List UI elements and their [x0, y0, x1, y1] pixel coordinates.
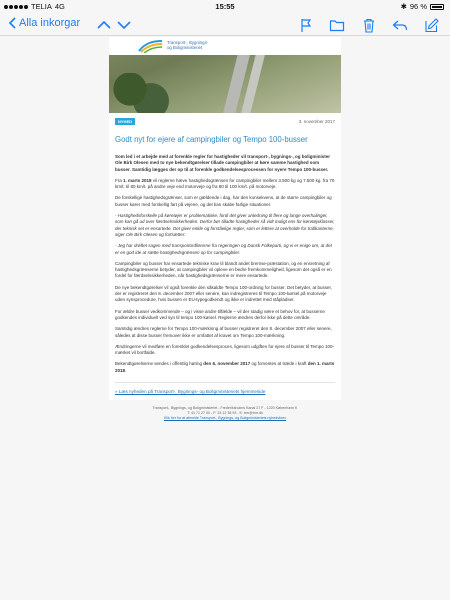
article-paragraph: Fra 1. marts 2018 vil reglerne hæve hastighedsgrænsen for campingbiler mellem 3.500 kg og 7.500 kg. fra 70 km/t. til 80 km/t. på andre veje end motorveje og fra 80 til 100 km/t. på motorveje. — [115, 177, 335, 190]
unsubscribe-link[interactable]: Klik her for at afmelde Transport-, Bygnings- og Boligministeriets nyhedsbrev — [163, 416, 287, 421]
ministry-logo-icon — [137, 39, 163, 53]
article-paragraph: Bekendtgørelserne sendes i offentlig høring den 6. november 2017 og forventes at træde i kraft den 1. marts 2018. — [115, 361, 335, 373]
flag-icon — [298, 17, 314, 33]
article-paragraph: De nye bekendtgørelser vil også forenkle den såkaldte Tempo 100-ordning for busser. Det betyder, at busser, der er registreret den 8. december 2007 eller senere, kan indregistreres til Tempo 100-kørsel på motorveje uden synsprocedure, hvis bussen er EU-typegodkendt og ikke er indrettet med ståpladser. — [115, 284, 333, 303]
newsletter-footer — [109, 400, 341, 429]
mail-toolbar — [0, 14, 450, 36]
delete-button[interactable] — [361, 17, 377, 33]
previous-message-button[interactable] — [96, 17, 112, 33]
article-lead: Som led i et arbejde med at forenkle regler for hastigheder vil transport-, bygnings-, og boligminister Ole Birk Olesen med to nye bekendtgørelser tillade campingbiler at køre samme hastighed som busser. Samtidig lægges der op til at forenkle godkendelsesprocessen for nyere Tempo 100-busser. — [115, 154, 331, 172]
article-meta — [109, 113, 341, 125]
back-label: Alla inkorgar — [19, 17, 81, 29]
chevron-down-icon — [116, 17, 132, 33]
newsletter-body — [109, 37, 341, 429]
move-to-folder-button[interactable] — [329, 17, 345, 33]
header-logo-bar — [109, 37, 341, 55]
article-paragraph: Ændringerne vil medføre en forenklet godkendelsesproces, ligesom udgiften for ejere af busser til Tempo 100-mærket vil bortfalde. — [115, 343, 335, 356]
status-time: 15:55 — [215, 2, 235, 11]
status-right — [401, 2, 444, 11]
ministry-logo-text: Transport-, Bygnings- og Boligministeriet — [167, 40, 209, 50]
minister-quote: - Hastighedsforskelle på køretøjer er problematiske, fordi det giver anledning til flere og lange overhalinger, som kan gå ud over færdselssikkerheden. Derfor bør tilladte hastigheder så vidt muligt ens for køretøjsklasser, der teknisk set er ensartede. Det giver enkle og forståelige regler, som er lettere at overholde for trafikanterne, siger Ole Birk Olesen og fortsætter: — [115, 213, 335, 237]
trash-icon — [361, 17, 377, 33]
network-label: 4G — [54, 2, 65, 11]
read-on-website-link[interactable]: » Læs nyheden på Transport-, Bygnings- og Boligministeriets hjemmeside — [115, 389, 266, 395]
chevron-left-icon — [8, 17, 16, 29]
battery-icon — [430, 4, 444, 10]
article-date: 3. november 2017 — [298, 119, 335, 124]
article-paragraph: De forskellige hastighedsgrænser, som er gældende i dag, har den konsekvens, at de større campingbiler og busser kører med forskellig fart på vejene, og det kan skabe farlige situationer. — [115, 195, 332, 207]
reply-button[interactable] — [392, 17, 408, 33]
battery-percent: 96 % — [409, 2, 427, 11]
minister-quote: - Jeg har drøftet sagen med transportordførerne fra regeringen og Dansk Folkeparti, og vi er enige om, at det er en god ide at sætte hastighedsgrænsen op for campingbiler. — [115, 243, 332, 255]
compose-icon — [424, 17, 440, 33]
article-paragraph: For ældre busser vedkommende – og i visse andre tilfælde – vil der stadig være et behov for, at busserne godkendes individuelt ved syn til tempo 100-kørsel. Reglerne ændres derfor ikke på dette område. — [115, 308, 325, 320]
article-paragraph: Campingbiler og busser har ensartede tekniske krav til blandt andet bremse-præstation, og en ensretning af hastighedsgrænserne betyder, at campingbiler vil opleve en bedre fremkommelighed, ligesom det også er en fordel for færdselssikkerheden, når hastighedsgrænserne er mere ensartede. — [115, 260, 332, 279]
status-bar — [0, 0, 450, 14]
back-to-inboxes-button[interactable] — [8, 17, 80, 29]
chevron-up-icon — [96, 17, 112, 33]
reply-icon — [392, 17, 408, 33]
footer-contact: T: 41 71 27 00 - F: 33 12 38 93 - E: trm@trm.dk — [187, 411, 263, 416]
article-paragraph: Samtidig ændres reglerne for Tempo 100-mærkning af busser registreret den 8. december 2007 eller senere, således at disse busser fremover ikke er omfattet af kravet om Tempo 100-mærkning. — [115, 326, 332, 338]
flag-button[interactable] — [298, 17, 314, 33]
next-message-button[interactable] — [116, 17, 132, 33]
folder-icon — [329, 17, 345, 33]
message-view[interactable] — [0, 37, 450, 600]
compose-button[interactable] — [424, 17, 440, 33]
carrier-label: TELIA — [31, 2, 52, 11]
hero-image — [109, 37, 341, 113]
news-tag: NYHED — [115, 118, 135, 125]
article-title: Godt nyt for ejere af campingbiler og Tempo 100-busser — [115, 135, 308, 144]
bluetooth-icon: ✱ — [400, 2, 407, 11]
footer-address: Transport-, Bygnings- og Boligministeriet - Frederiksholms Kanal 27 F - 1220 København K — [152, 406, 298, 411]
